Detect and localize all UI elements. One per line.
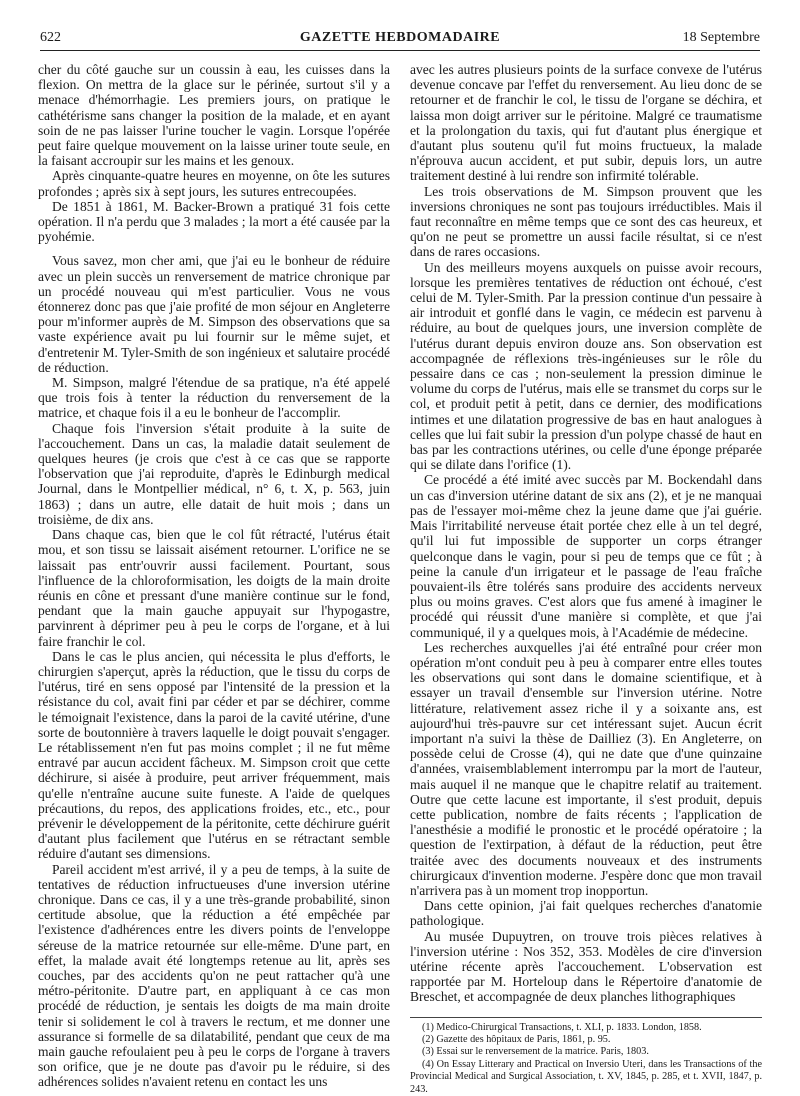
footnotes	[410, 1017, 762, 1096]
paragraph: cher du côté gauche sur un coussin à eau, les cuisses dans la flexion. On mettra de la glace sur le périnée, surtout s'il y a menace d'hémorrhagie. Les premiers jours, on pratique le cathétérisme sans changer la position de la malade, et en ayant soin de ne pas laisser l'urine toucher le vagin. Lorsque l'opérée peut faire quelque mouvement on la laisse uriner toute seule, en la faisant accroupir sur les mains et les genoux.	[38, 62, 390, 169]
paragraph: Pareil accident m'est arrivé, il y a peu de temps, à la suite de tentatives de réduction infructueuses d'une inversion utérine chronique. Dans ce cas, il y a une très-grande probabilité, sinon certitude absolue, que la réduction a été empêchée par l'existence d'adhérences entre les divers points de l'enveloppe séreuse de la matrice retournée sur elle-même. D'une part, en effet, la malade avait été longtemps retenue au lit, après ses couches, par des accidents qu'on ne peut rattacher qu'à une métro-péritonite. D'autre part, en appliquant à ce cas mon procédé de réduction, je sentais les doigts de ma main droite tenir si solidement le col à travers le rectum, et me donner une assurance si formelle de sa dilatabilité, pendant que ceux de ma main gauche refoulaient peu à peu le corps de l'organe à travers son orifice, que je ne doute pas d'avoir pu le réduire, si des adhérences solides n'avaient retenu en contact les uns	[38, 861, 390, 1090]
right-column	[410, 62, 762, 1096]
left-column	[38, 62, 390, 1090]
paragraph: Ce procédé a été imité avec succès par M. Bockendahl dans un cas d'inversion utérine datant de six ans (2), et je ne manquai pas de l'essayer moi-même chez la jeune dame que j'ai guérie. Mais l'irritabilité nerveuse était portée chez elle à un tel degré, qu'il lui fut impossible de supporter un corps étranger quelconque dans le vagin, pour si peu de temps que ce fût ; à peine la canule d'un irrigateur et le passage de l'eau fraîche pouvaient-ils être tolérés sans produire des accidents nerveux plus ou moins graves. C'est alors que fus amené à imaginer le procédé qui réussit d'une manière si complète, et que j'ai communiqué, il y a quelques mois, à l'Académie de médecine.	[410, 472, 762, 640]
paragraph: M. Simpson, malgré l'étendue de sa pratique, n'a été appelé que trois fois à tenter la réduction du renversement de la matrice, et chaque fois il a eu le bonheur de l'accomplir.	[38, 375, 390, 421]
issue-date: 18 Septembre	[682, 30, 760, 45]
journal-title: GAZETTE HEBDOMADAIRE	[299, 30, 501, 45]
paragraph: Dans le cas le plus ancien, qui nécessita le plus d'efforts, le chirurgien s'aperçut, après la réduction, que le tissu du corps de l'utérus, tiré en sens opposé par l'intensité de la pression et la résistance du col, avait fini par céder et par se déchirer, comme le témoignait l'existence, dans la paroi de la cavité utérine, d'une sorte de boutonnière à travers laquelle le doigt pouvait s'engager. Le rétablissement n'en fut pas moins complet ; il ne fut même entravé par aucun accident fâcheux. M. Simpson croit que cette déchirure, si aisée à produire, peut arriver fréquemment, mais qu'elle n'entraîne aucune suite funeste. A l'aide de quelques précautions, du repos, des applications froides, etc., etc., pour prévenir le développement de la péritonite, cette déchirure guérit d'autant plus facilement que l'utérus en se rétractant semble réduire d'autant ses dimensions.	[38, 648, 390, 862]
paragraph: avec les autres plusieurs points de la surface convexe de l'utérus devenue concave par l'effet du renversement. Au lieu donc de se retourner et de franchir le col, le tissu de l'organe se déchira, et laissa mon doigt arriver sur le péritoine. Malgré ce traumatisme et la prolongation du taxis, qui fut d'autant plus énergique et d'autant plus soutenu qu'il fut moins fructueux, la malade n'éprouva aucun accident, et put subir, depuis lors, un autre traitement destiné à lui rendre son infirmité tolérable.	[410, 62, 762, 184]
page-header	[40, 28, 760, 51]
paragraph: Un des meilleurs moyens auxquels on puisse avoir recours, lorsque les premières tentatives de réduction ont échoué, c'est celui de M. Tyler-Smith. Par la pression continue d'un pessaire à air introduit et gonflé dans le vagin, ce médecin est parvenu à réduire, au bout de quelques jours, une inversion complète de l'utérus durant depuis environ douze ans. Son observation est accompagnée de réflexions très-ingénieuses sur le rôle du pessaire dans ce cas ; non-seulement la pression diminue le volume du corps de l'utérus, mais elle se transmet du corps sur le col, et produit petit à petit, dans ce dernier, des modifications intimes et une dilatation progressive de bas en haut analogues à celles que lui fait subir la pression d'un polype chassé de haut en bas par les contractions utérines, ou celle d'une éponge préparée qui se dilate dans l'orifice (1).	[410, 259, 762, 473]
paragraph: Chaque fois l'inversion s'était produite à la suite de l'accouchement. Dans un cas, la maladie datait seulement de quelques heures (je crois que c'est à ce cas que se rapporte l'observation que j'ai reproduite, d'après le Edinburgh medical Journal, dans le Montpellier médical, n° 6, t. X, p. 563, juin 1863) ; dans un autre, elle datait de huit mois ; dans un troisième, de dix ans.	[38, 420, 390, 527]
paragraph: Les trois observations de M. Simpson prouvent que les inversions chroniques ne sont pas toujours irréductibles. Mais il faut reconnaître en même temps que ce sont des cas heureux, et qu'on ne peut se promettre un aussi facile résultat, si ce n'est dans de rares occasions.	[410, 183, 762, 260]
paragraph: Les recherches auxquelles j'ai été entraîné pour créer mon opération m'ont conduit peu à peu à comparer entre elles toutes les observations qui sont dans le domaine scientifique, et à essayer un travail d'ensemble sur l'inversion utérine. Notre littérature, relativement assez riche il y a soixante ans, est aujourd'hui très-pauvre sur cet intéressant sujet. Aucun écrit important n'a suivi la thèse de Dailliez (3). En Angleterre, on possède celui de Crosse (4), qui ne date que d'une quinzaine d'années, vraisemblablement interrompu par la mort de l'auteur, mais auquel il ne manque que le chapitre relatif au traitement. Outre que cette lacune est importante, il s'est produit, depuis cette publication, nombre de faits récents ; l'application de l'anesthésie a modifié le pronostic et le procédé opératoire ; la question de l'extirpation, à défaut de la réduction, peut être traitée avec des documents nouveaux et des instruments chirurgicaux d'invention moderne. J'espère donc que mon travail n'arrivera pas à un moment trop inopportun.	[410, 639, 762, 898]
footnote: (2) Gazette des hôpitaux de Paris, 1861, p. 95.	[422, 1034, 611, 1045]
paragraph: De 1851 à 1861, M. Backer-Brown a pratiqué 31 fois cette opération. Il n'a perdu que 3 malades ; la mort a été causée par la pyohémie.	[38, 198, 390, 245]
footnote: (1) Medico-Chirurgical Transactions, t. XLI, p. 1833. London, 1858.	[422, 1021, 702, 1033]
footnote: (3) Essai sur le renversement de la matrice. Paris, 1803.	[422, 1046, 649, 1058]
paragraph: Après cinquante-quatre heures en moyenne, on ôte les sutures profondes ; après six à sept jours, les sutures entrecoupées.	[38, 168, 390, 199]
paragraph: Vous savez, mon cher ami, que j'ai eu le bonheur de réduire avec un plein succès un renversement de matrice chronique par un procédé nouveau qui m'est particulier. Vous ne vous étonnerez donc pas que j'aie profité de mon séjour en Angleterre pour m'informer auprès de M. Simpson des observations que sa vaste expérience avait pu lui fournir sur le même sujet, et d'entretenir M. Tyler-Smith de son ingénieux et salutaire procédé de réduction.	[38, 253, 390, 375]
paragraph: Dans chaque cas, bien que le col fût rétracté, l'utérus était mou, et son tissu se laissait aisément retourner. L'orifice ne se laissait pas entr'ouvrir aussi facilement. Pourtant, sous l'influence de la chloroformisation, les doigts de la main droite réunis en cône et pressant d'une manière continue sur le fond, pendant que la main gauche appuyait sur l'hypogastre, parvinrent à déprimer peu à peu le corps de l'organe, et à lui faire franchir le col.	[38, 527, 390, 649]
footnote: (4) On Essay Litterary and Practical on Inversio Uteri, dans les Transactions of the Provincial Medical and Surgical Association, t. XV, 1845, p. 285, et t. XVII, 1847, p. 243.	[410, 1058, 762, 1095]
paragraph: Au musée Dupuytren, on trouve trois pièces relatives à l'inversion utérine : Nos 352, 353. Modèles de cire d'inversion utérine récente après l'accouchement. L'observation est rapportée par M. Horteloup dans le Répertoire d'anatomie de Breschet, et accompagnée de deux planches lithographiques	[410, 928, 762, 1005]
paragraph: Dans cette opinion, j'ai fait quelques recherches d'anatomie pathologique.	[410, 898, 762, 929]
page-number: 622	[40, 30, 61, 45]
